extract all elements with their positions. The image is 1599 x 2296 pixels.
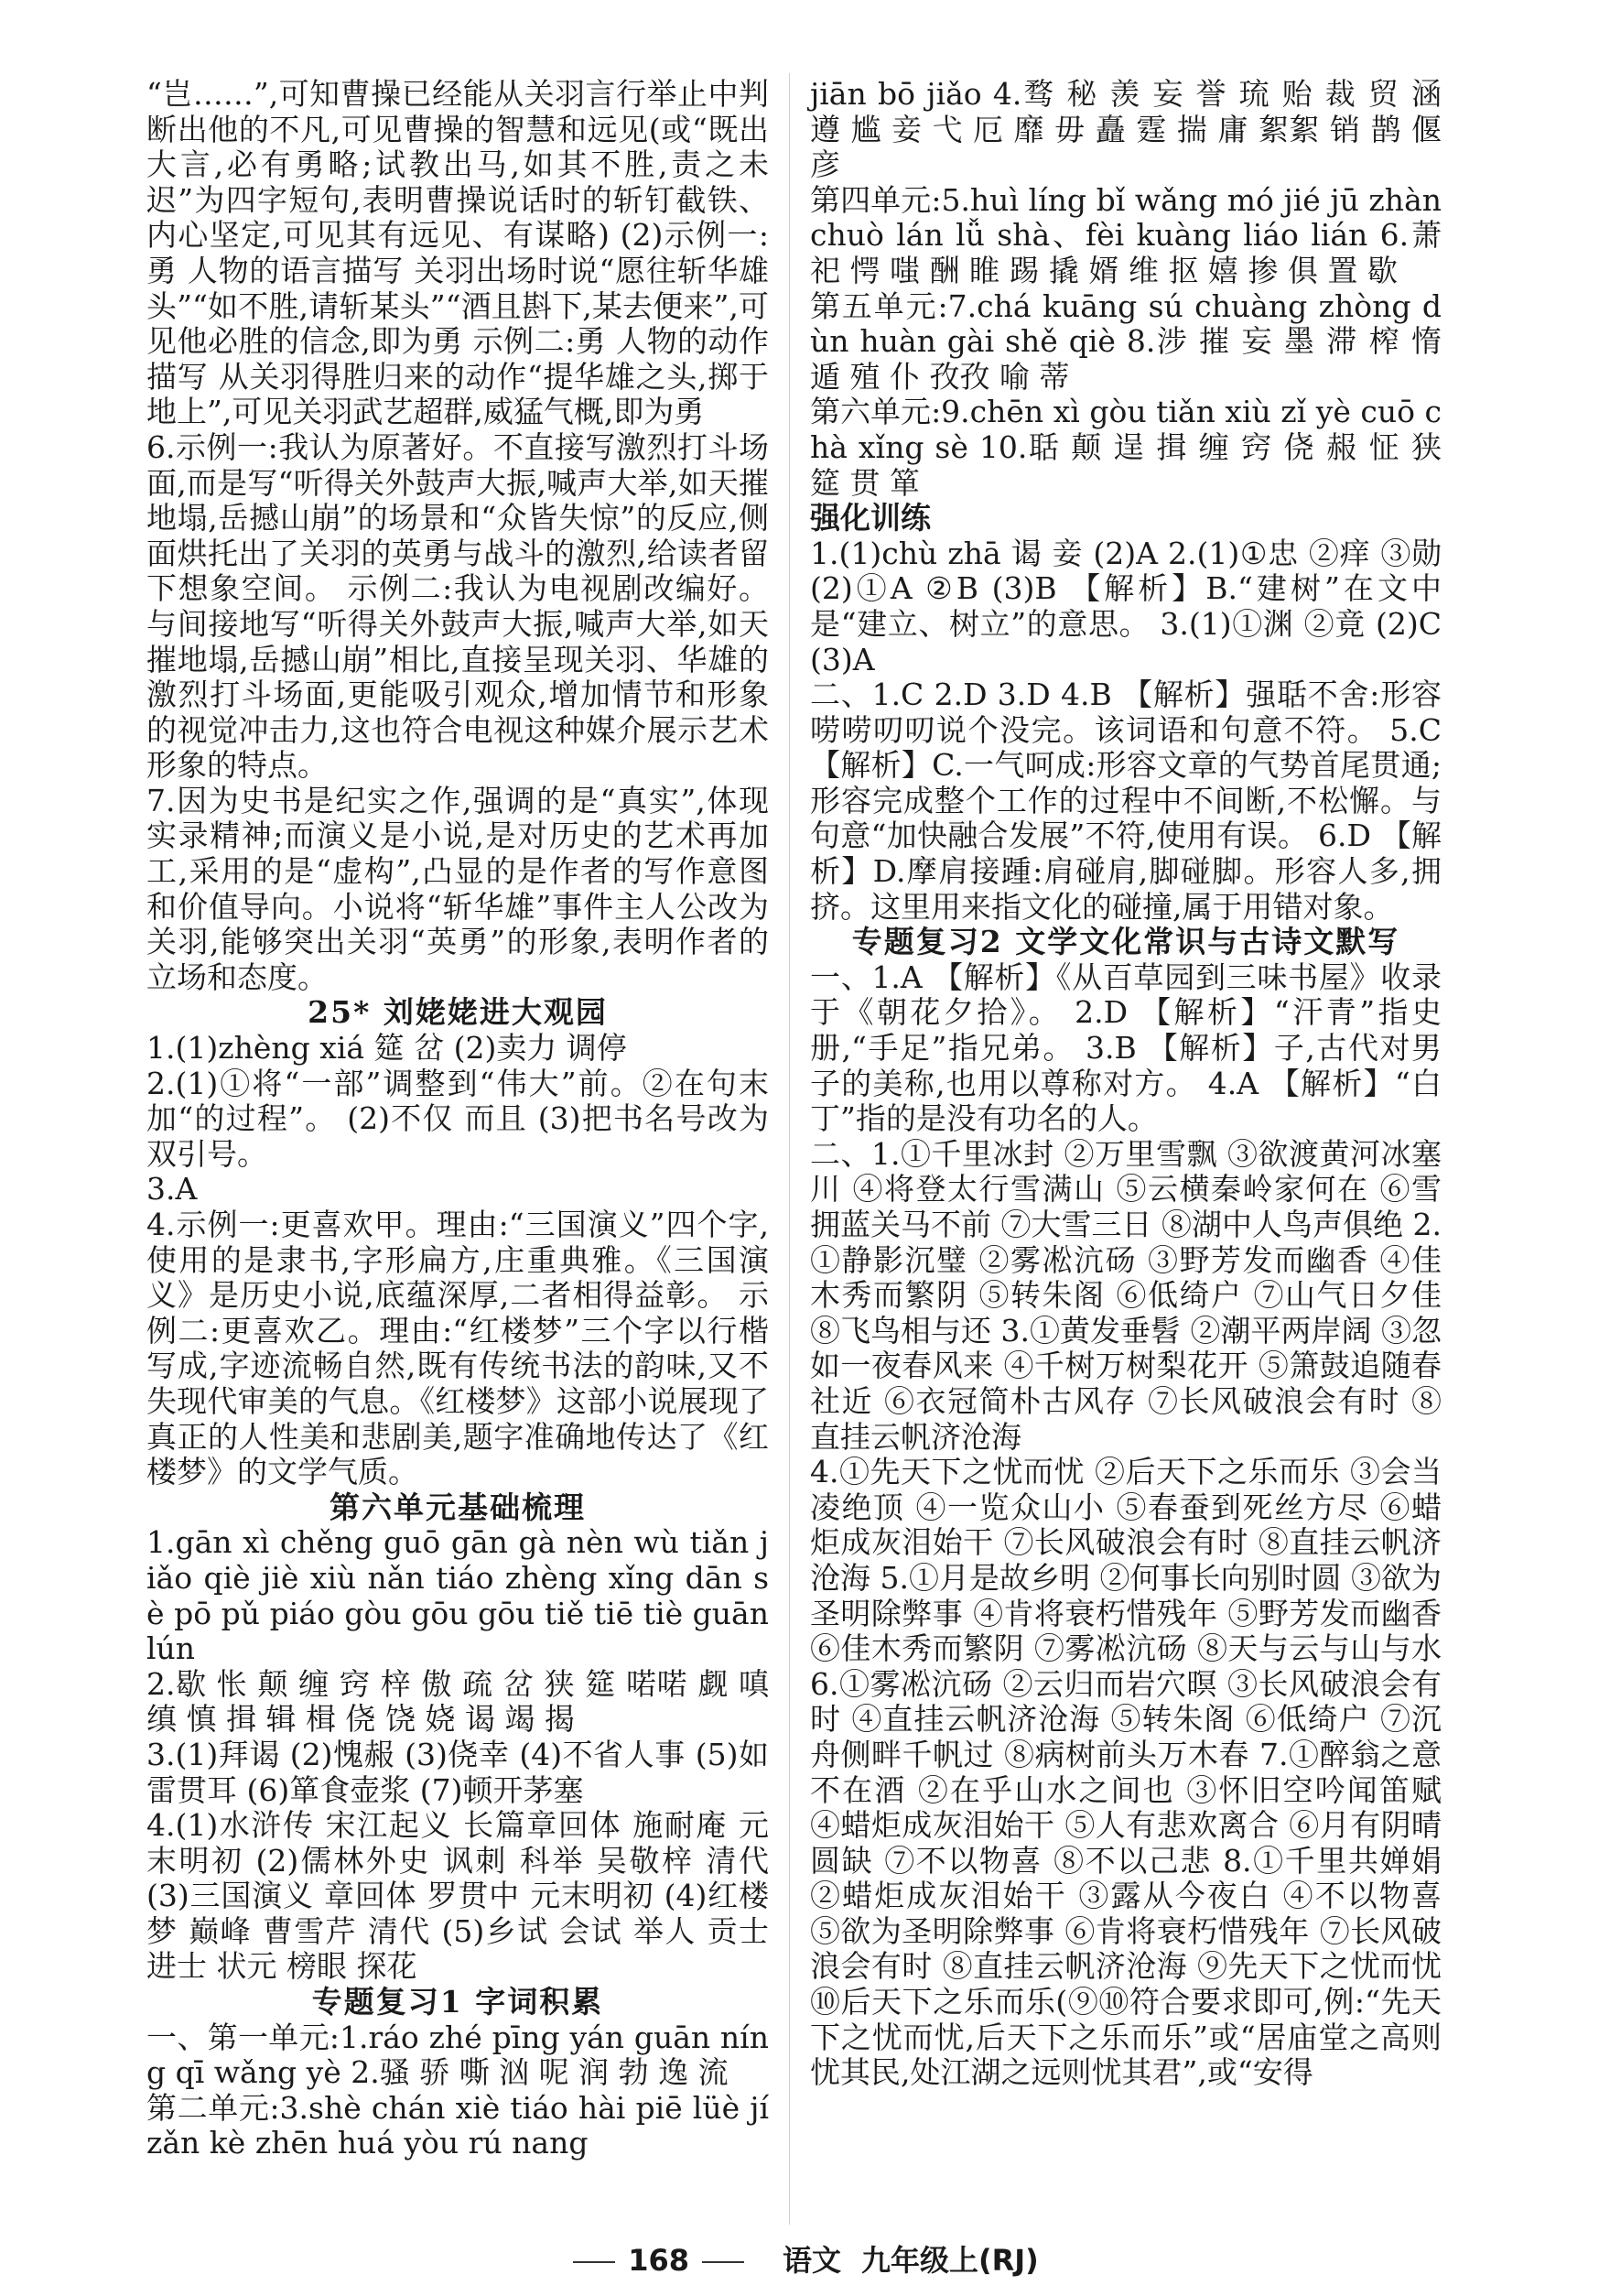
column-divider (789, 73, 790, 2225)
footer-subject: 语文 (782, 2243, 841, 2278)
paragraph: “岂……”,可知曹操已经能从关羽言行举止中判断出他的不凡,可见曹操的智慧和远见(或“既出大言,必有勇略;试教出马,如其不胜,责之未迟”为四字短句,表明曹操说话时的斩钉截铁、内心坚定,可见其有远见、有谋略) (2)示例一:勇 人物的语言描写 关羽出场时说“愿往斩华雄头”“如不胜,请斩某头”“酒且斟下,某去便来”,可见他必胜的信念,即为勇 示例二:勇 人物的动作描写 从关羽得胜归来的动作“提华雄之头,掷于地上”,可见关羽武艺超群,威猛气概,即为勇 (146, 76, 769, 430)
section-heading: 专题复习1 字词积累 (311, 1984, 604, 2020)
page-number: 168 (628, 2243, 689, 2278)
paragraph: 第五单元:7.chá kuāng sú chuàng zhòng dùn huàn gài shě qiè 8.涉 摧 妄 墨 滞 榨 惰 遁 殖 仆 孜孜 喻 蒂 (810, 287, 1442, 395)
paragraph: 第四单元:5.huì líng bǐ wǎng mó jié jū zhàn chuò lán lǚ shà、fèi kuàng liáo lián 6.萧 祀 愕 嗤 酬 睢 踢 撬 婿 维 抠 嬉 掺 俱 置 歇 (810, 181, 1442, 288)
paragraph: 6.示例一:我认为原著好。不直接写激烈打斗场面,而是写“听得关外鼓声大振,喊声大举,如天摧地塌,岳撼山崩”的场景和“众皆失惊”的反应,侧面烘托出了关羽的英勇与战斗的激烈,给读者留下想象空间。 示例二:我认为电视剧改编好。与间接地写“听得关外鼓声大振,喊声大举,如天摧地塌,岳撼山崩”相比,直接呈现关羽、华雄的激烈打斗场面,更能吸引观众,增加情节和形象的视觉冲击力,这也符合电视这种媒介展示艺术形象的特点。 (146, 428, 769, 784)
section-heading: 专题复习2 文学文化常识与古诗文默写 (851, 924, 1400, 960)
paragraph: 3.(1)拜谒 (2)愧赧 (3)侥幸 (4)不省人事 (5)如雷贯耳 (6)箪食壶浆 (7)顿开茅塞 (146, 1736, 769, 1808)
left-column (146, 77, 769, 2161)
paragraph: 1.(1)chù zhā 谒 妾 (2)A 2.(1)①忠 ②痒 ③勋 (2)①A ②B (3)B 【解析】B.“建树”在文中是“建立、树立”的意思。 3.(1)①渊 ②竟 (2)C (3)A (810, 535, 1442, 677)
paragraph: 7.因为史书是纪实之作,强调的是“真实”,体现实录精神;而演义是小说,是对历史的艺术再加工,采用的是“虚构”,凸显的是作者的写作意图和价值导向。小说将“斩华雄”事件主人公改为关羽,能够突出关羽“英勇”的形象,表明作者的立场和态度。 (146, 782, 769, 995)
section-heading: 25* 刘姥姥进大观园 (308, 994, 608, 1031)
right-column (810, 77, 1442, 2091)
paragraph: 2.(1)①将“一部”调整到“伟大”前。②在句末加“的过程”。 (2)不仅 而且 (3)把书名号改为双引号。 (146, 1065, 769, 1172)
page-footer (0, 2237, 1599, 2280)
paragraph: 一、第一单元:1.ráo zhé pīng yán guān níng qī wǎng yè 2.骚 骄 嘶 汹 呢 润 勃 逸 流 (146, 2019, 769, 2091)
paragraph: 一、1.A 【解析】《从百草园到三味书屋》收录于《朝花夕拾》。 2.D 【解析】“汗青”指史册,“手足”指兄弟。 3.B 【解析】子,古代对男子的美称,也用以尊称对方。 4.A 【解析】“白丁”指的是没有功名的人。 (810, 958, 1442, 1137)
paragraph: 1.(1)zhèng xiá 筵 岔 (2)卖力 调停 (146, 1030, 627, 1067)
paragraph: 1.gān xì chěng guō gān gà nèn wù tiǎn jiǎo qiè jiè xiù nǎn tiáo zhèng xǐng dān sè pō pǔ piáo gòu gōu gōu tiě tiē tiè guān lún (146, 1524, 769, 1667)
footer-dash-right (702, 2261, 744, 2263)
section-heading: 第六单元基础梳理 (330, 1489, 586, 1525)
paragraph: jiān bō jiǎo 4.骛 秘 羡 妄 誉 琉 贻 裁 贸 涵 遵 尴 妾 弋 厄 靡 毋 矗 霆 揣 庸 絮絮 销 鹊 偃 彦 (810, 76, 1442, 183)
paragraph: 4.(1)水浒传 宋江起义 长篇章回体 施耐庵 元末明初 (2)儒林外史 讽刺 科举 吴敬梓 清代 (3)三国演义 章回体 罗贯中 元末明初 (4)红楼梦 巅峰 曹雪芹 清代 (5)乡试 会试 举人 贡士 进士 状元 榜眼 探花 (146, 1807, 769, 1985)
paragraph: 3.A (146, 1171, 198, 1208)
paragraph: 二、1.C 2.D 3.D 4.B 【解析】强聒不舍:形容唠唠叨叨说个没完。该词语和句意不符。 5.C 【解析】C.一气呵成:形容文章的气势首尾贯通;形容完成整个工作的过程中不间断,不松懈。与句意“加快融合发展”不符,使用有误。 6.D 【解析】D.摩肩接踵:肩碰肩,脚碰脚。形容人多,拥挤。这里用来指文化的碰撞,属于用错对象。 (810, 677, 1442, 925)
paragraph: 4.①先天下之忧而忧 ②后天下之乐而乐 ③会当凌绝顶 ④一览众山小 ⑤春蚕到死丝方尽 ⑥蜡炬成灰泪始干 ⑦长风破浪会有时 ⑧直挂云帆济沧海 5.①月是故乡明 ②何事长向别时圆 ③欲为圣明除弊事 ④肯将衰朽惜残年 ⑤野芳发而幽香 ⑥佳木秀而繁阴 ⑦雾凇沆砀 ⑧天与云与山与水 6.①雾凇沆砀 ②云归而岩穴暝 ③长风破浪会有时 ④直挂云帆济沧海 ⑤转朱阁 ⑥低绮户 ⑦沉舟侧畔千帆过 ⑧病树前头万木春 7.①醉翁之意不在酒 ②在乎山水之间也 ③怀旧空吟闻笛赋 ④蜡炬成灰泪始干 ⑤人有悲欢离合 ⑥月有阴晴圆缺 ⑦不以物喜 ⑧不以己悲 8.①千里共婵娟 ②蜡炬成灰泪始干 ③露从今夜白 ④不以物喜 ⑤欲为圣明除弊事 ⑥肯将衰朽惜残年 ⑦长风破浪会有时 ⑧直挂云帆济沧海 ⑨先天下之忧而忧 ⑩后天下之乐而乐(⑨⑩符合要求即可,例:“先天下之忧而忧,后天下之乐而乐”或“居庙堂之高则忧其民,处江湖之远则忧其君”,或“安得 (810, 1454, 1442, 2091)
paragraph: 二、1.①千里冰封 ②万里雪飘 ③欲渡黄河冰塞川 ④将登太行雪满山 ⑤云横秦岭家何在 ⑥雪拥蓝关马不前 ⑦大雪三日 ⑧湖中人鸟声俱绝 2.①静影沉璧 ②雾凇沆砀 ③野芳发而幽香 ④佳木秀而繁阴 ⑤转朱阁 ⑥低绮户 ⑦山气日夕佳 ⑧飞鸟相与还 3.①黄发垂髫 ②潮平两岸阔 ③忽如一夜春风来 ④千树万树梨花开 ⑤箫鼓追随春社近 ⑥衣冠简朴古风存 ⑦长风破浪会有时 ⑧直挂云帆济沧海 (810, 1135, 1442, 1455)
footer-grade: 九年级上(RJ) (861, 2243, 1039, 2278)
paragraph: 第二单元:3.shè chán xiè tiáo hài piē lüè jí zǎn kè zhēn huá yòu rú nang (146, 2089, 769, 2161)
footer-dash-left (573, 2261, 615, 2263)
paragraph: 2.歇 怅 颠 缠 窍 梓 傲 疏 岔 狭 筵 喏喏 觑 嗔 缜 慎 揖 辑 楫 侥 饶 娆 谒 竭 揭 (146, 1665, 769, 1738)
paragraph: 4.示例一:更喜欢甲。理由:“三国演义”四个字,使用的是隶书,字形扁方,庄重典雅。《三国演义》是历史小说,底蕴深厚,二者相得益彰。 示例二:更喜欢乙。理由:“红楼梦”三个字以行楷写成,字迹流畅自然,既有传统书法的韵味,又不失现代审美的气息。《红楼梦》这部小说展现了真正的人性美和悲剧美,题字准确地传达了《红楼梦》的文学气质。 (146, 1207, 769, 1490)
subsection-heading: 强化训练 (810, 500, 931, 536)
paragraph: 第六单元:9.chēn xì gòu tiǎn xiù zǐ yè cuō chà xǐng sè 10.聒 颠 逞 揖 缠 窍 侥 赧 怔 狭 筵 贯 箪 (810, 394, 1442, 501)
